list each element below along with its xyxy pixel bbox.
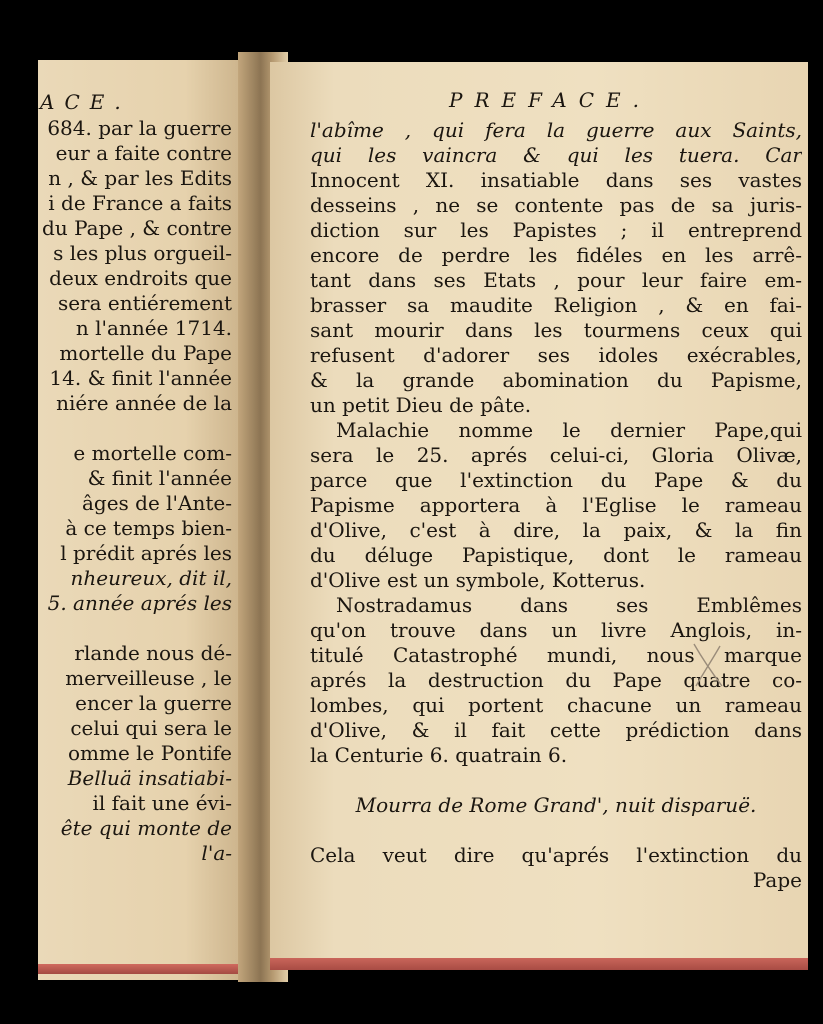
text-line: sera le 25. aprés celui-ci, Gloria Olivæ, xyxy=(310,443,802,467)
text-line: parce que l'extinction du Pape & du xyxy=(310,468,802,492)
text-line: Malachie nomme le dernier Pape,qui xyxy=(336,418,802,442)
text-line: mortelle du Pape xyxy=(59,341,232,365)
text-line: du déluge Papistique, dont le rameau xyxy=(310,543,802,567)
text-line: l prédit aprés les xyxy=(60,541,232,565)
text-line: Cela veut dire qu'aprés l'extinction du xyxy=(310,843,802,867)
text-line: Nostradamus dans ses Emblêmes xyxy=(336,593,802,617)
text-line: 5. année aprés les xyxy=(47,591,232,615)
line-spacer xyxy=(310,818,802,843)
text-line: desseins , ne se contente pas de sa juris- xyxy=(310,193,802,217)
text-line: e mortelle com- xyxy=(73,441,232,465)
text-line: du Pape , & contre xyxy=(42,216,232,240)
text-line: qui les vaincra & qui les tuera. Car xyxy=(310,143,802,167)
text-line: & finit l'année xyxy=(87,466,232,490)
text-line: aprés la destruction du Pape quatre co- xyxy=(310,668,802,692)
text-line: un petit Dieu de pâte. xyxy=(310,393,532,417)
line-spacer xyxy=(310,768,802,793)
text-line: ête qui monte de xyxy=(60,816,232,840)
text-line: l'abîme , qui fera la guerre aux Saints, xyxy=(310,118,802,142)
text-line: titulé Catastrophé mundi, nous marque xyxy=(310,643,802,667)
text-line: n , & par les Edits xyxy=(48,166,232,190)
text-line: lombes, qui portent chacune un rameau xyxy=(310,693,802,717)
text-line: la Centurie 6. quatrain 6. xyxy=(310,743,568,767)
left-text-block xyxy=(38,116,248,866)
text-line: Innocent XI. insatiable dans ses vastes xyxy=(310,168,802,192)
text-line: omme le Pontife xyxy=(68,741,232,765)
text-line: deux endroits que xyxy=(49,266,232,290)
pencil-x-mark xyxy=(688,640,728,690)
text-line: refusent d'adorer ses idoles exécrables, xyxy=(310,343,802,367)
text-line: diction sur les Papistes ; il entreprend xyxy=(310,218,802,242)
text-line xyxy=(38,616,248,641)
right-page-edge xyxy=(270,958,808,970)
text-line: merveilleuse , le xyxy=(65,666,232,690)
text-line: & la grande abomination du Papisme, xyxy=(310,368,802,392)
text-line xyxy=(38,416,248,441)
left-page-edge xyxy=(38,964,253,974)
text-line: Belluä insatiabi- xyxy=(67,766,232,790)
text-line: sera entiérement xyxy=(57,291,232,315)
right-page xyxy=(270,62,808,962)
text-line: d'Olive, c'est à dire, la paix, & la fin xyxy=(310,518,802,542)
text-line: eur a faite contre xyxy=(55,141,232,165)
text-line: niére année de la xyxy=(56,391,232,415)
right-text-block xyxy=(310,118,802,893)
text-line: encer la guerre xyxy=(75,691,232,715)
text-line: à ce temps bien- xyxy=(65,516,232,540)
open-book xyxy=(38,52,802,982)
text-line: nheureux, dit il, xyxy=(70,566,232,590)
left-running-head: ACE. xyxy=(40,90,131,114)
text-line: i de France a faits xyxy=(48,191,232,215)
text-line: qu'on trouve dans un livre Anglois, in- xyxy=(310,618,802,642)
text-line: tant dans ses Etats , pour leur faire em- xyxy=(310,268,802,292)
text-line: âges de l'Ante- xyxy=(81,491,232,515)
text-line: encore de perdre les fidéles en les arrê- xyxy=(310,243,802,267)
text-line: sant mourir dans les tourmens ceux qui xyxy=(310,318,802,342)
text-line: il fait une évi- xyxy=(92,791,232,815)
text-line: celui qui sera le xyxy=(70,716,232,740)
text-line: rlande nous dé- xyxy=(74,641,232,665)
text-line: d'Olive est un symbole, Kotterus. xyxy=(310,568,646,592)
text-line: brasser sa maudite Religion , & en fai- xyxy=(310,293,802,317)
text-line: 14. & finit l'année xyxy=(49,366,232,390)
left-page xyxy=(38,60,248,980)
text-line: Papisme apportera à l'Eglise le rameau xyxy=(310,493,802,517)
text-line: d'Olive, & il fait cette prédiction dans xyxy=(310,718,802,742)
verse-line: Mourra de Rome Grand', nuit disparuë. xyxy=(355,793,757,817)
text-line: s les plus orgueil- xyxy=(53,241,232,265)
catchword: Pape xyxy=(752,868,802,892)
text-line: n l'année 1714. xyxy=(75,316,232,340)
text-line: l'a- xyxy=(201,841,232,865)
right-running-head: PREFACE. xyxy=(449,88,651,112)
text-line: 684. par la guerre xyxy=(47,116,232,140)
